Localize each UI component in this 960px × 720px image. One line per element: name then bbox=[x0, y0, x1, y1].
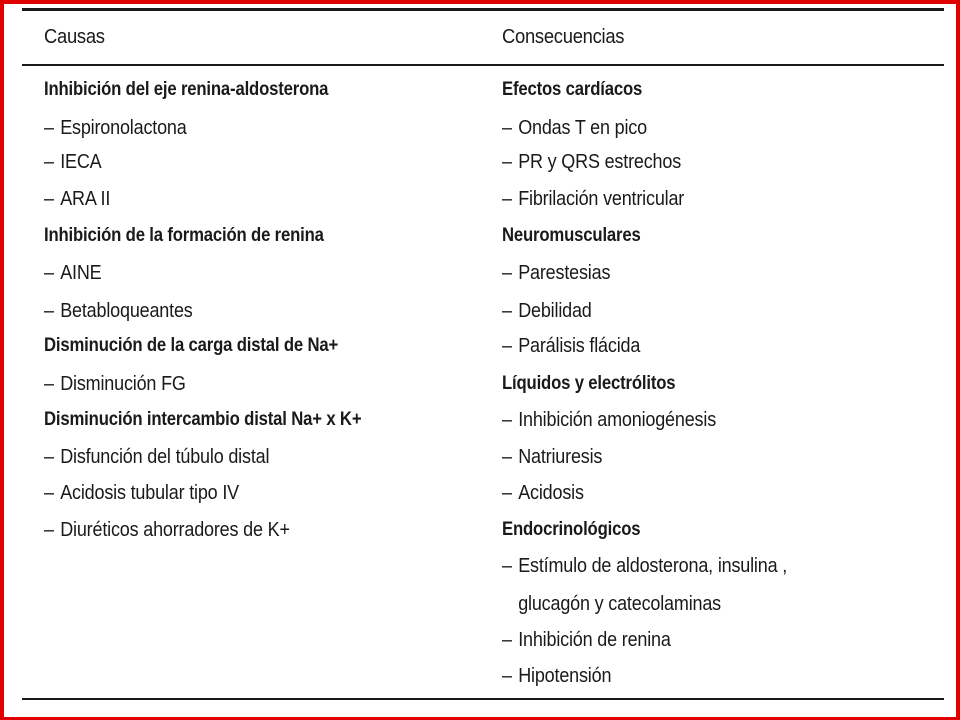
bullet-dash: – bbox=[502, 629, 512, 651]
consequence-row-text: Fibrilación ventricular bbox=[518, 188, 685, 210]
bullet-dash: – bbox=[502, 300, 512, 322]
cause-list-item bbox=[44, 187, 110, 211]
causes-header: Causas bbox=[44, 26, 105, 48]
cause-list-item bbox=[44, 518, 290, 542]
cause-list-item bbox=[44, 372, 186, 396]
bullet-dash: – bbox=[44, 188, 54, 210]
cause-row-text: Inhibición de la formación de renina bbox=[44, 225, 324, 246]
bullet-dash: – bbox=[44, 519, 54, 541]
consequence-row-text: Parálisis flácida bbox=[518, 335, 641, 357]
cause-row-text: Disminución de la carga distal de Na+ bbox=[44, 335, 339, 356]
cause-row-text: Espironolactona bbox=[60, 117, 187, 139]
consequence-row-text: Natriuresis bbox=[518, 446, 603, 468]
cause-row-text: Inhibición del eje renina-aldosterona bbox=[44, 79, 329, 100]
bullet-dash: – bbox=[502, 117, 512, 139]
bullet-dash: – bbox=[502, 446, 512, 468]
bullet-dash: – bbox=[44, 482, 54, 504]
table-header-rule bbox=[22, 64, 944, 66]
bullet-dash: – bbox=[502, 665, 512, 687]
bullet-dash: – bbox=[502, 409, 512, 431]
cause-section-heading bbox=[44, 408, 361, 432]
consequence-list-item bbox=[502, 187, 684, 211]
bullet-dash: – bbox=[44, 117, 54, 139]
cause-section-heading bbox=[44, 224, 324, 248]
consequence-list-item bbox=[502, 592, 721, 616]
consequence-list-item bbox=[502, 116, 647, 140]
consequence-row-text: Debilidad bbox=[518, 300, 592, 322]
consequence-list-item bbox=[502, 481, 584, 505]
consequence-row-text: Líquidos y electrólitos bbox=[502, 373, 676, 394]
cause-list-item bbox=[44, 481, 239, 505]
cause-list-item bbox=[44, 445, 269, 469]
cause-row-text: Disfunción del túbulo distal bbox=[60, 446, 270, 468]
cause-section-heading bbox=[44, 78, 328, 102]
table-top-rule bbox=[22, 8, 944, 11]
cause-list-item bbox=[44, 299, 193, 323]
consequence-row-text: Inhibición amoniogénesis bbox=[518, 409, 717, 431]
consequence-row-text: Efectos cardíacos bbox=[502, 79, 643, 100]
cause-row-text: Disminución intercambio distal Na+ x K+ bbox=[44, 409, 362, 430]
consequence-row-text: Parestesias bbox=[518, 262, 611, 284]
table-bottom-rule bbox=[22, 698, 944, 700]
consequence-list-item bbox=[502, 299, 592, 323]
cause-row-text: ARA II bbox=[60, 188, 111, 210]
consequence-row-text: Endocrinológicos bbox=[502, 519, 641, 540]
consequence-list-item bbox=[502, 261, 610, 285]
bullet-dash: – bbox=[502, 262, 512, 284]
consequence-row-text: Neuromusculares bbox=[502, 225, 641, 246]
consequence-list-item bbox=[502, 664, 611, 688]
cause-list-item bbox=[44, 261, 102, 285]
consequence-section-heading bbox=[502, 372, 675, 396]
consequence-list-item bbox=[502, 150, 681, 174]
bullet-dash: – bbox=[502, 151, 512, 173]
consequence-row-text: Estímulo de aldosterona, insulina , bbox=[518, 555, 788, 577]
consequence-row-text: Inhibición de renina bbox=[518, 629, 671, 651]
cause-row-text: Betabloqueantes bbox=[60, 300, 193, 322]
consequence-list-item bbox=[502, 408, 716, 432]
consequence-section-heading bbox=[502, 518, 640, 542]
bullet-dash: – bbox=[44, 300, 54, 322]
bullet-dash: – bbox=[44, 446, 54, 468]
bullet-dash: – bbox=[502, 482, 512, 504]
consequence-list-item bbox=[502, 445, 602, 469]
bullet-dash: – bbox=[44, 151, 54, 173]
cause-row-text: Diuréticos ahorradores de K+ bbox=[60, 519, 290, 541]
consequence-row-text: Hipotensión bbox=[518, 665, 612, 687]
cause-list-item bbox=[44, 116, 187, 140]
cause-row-text: Acidosis tubular tipo IV bbox=[60, 482, 239, 504]
consequence-row-text: Acidosis bbox=[518, 482, 584, 504]
consequence-row-text: glucagón y catecolaminas bbox=[518, 593, 722, 615]
consequence-list-item bbox=[502, 554, 787, 578]
bullet-dash: – bbox=[502, 555, 512, 577]
consequences-header: Consecuencias bbox=[502, 26, 625, 48]
cause-list-item bbox=[44, 150, 102, 174]
cause-row-text: AINE bbox=[60, 262, 102, 284]
cause-section-heading bbox=[44, 334, 338, 358]
cause-row-text: IECA bbox=[60, 151, 102, 173]
bullet-dash: – bbox=[44, 373, 54, 395]
bullet-dash: – bbox=[502, 335, 512, 357]
consequence-row-text: PR y QRS estrechos bbox=[518, 151, 682, 173]
cause-row-text: Disminución FG bbox=[60, 373, 186, 395]
consequence-list-item bbox=[502, 334, 640, 358]
consequence-row-text: Ondas T en pico bbox=[518, 117, 647, 139]
consequence-list-item bbox=[502, 628, 671, 652]
bullet-dash: – bbox=[502, 188, 512, 210]
bullet-dash: – bbox=[44, 262, 54, 284]
consequence-section-heading bbox=[502, 224, 641, 248]
consequence-section-heading bbox=[502, 78, 642, 102]
